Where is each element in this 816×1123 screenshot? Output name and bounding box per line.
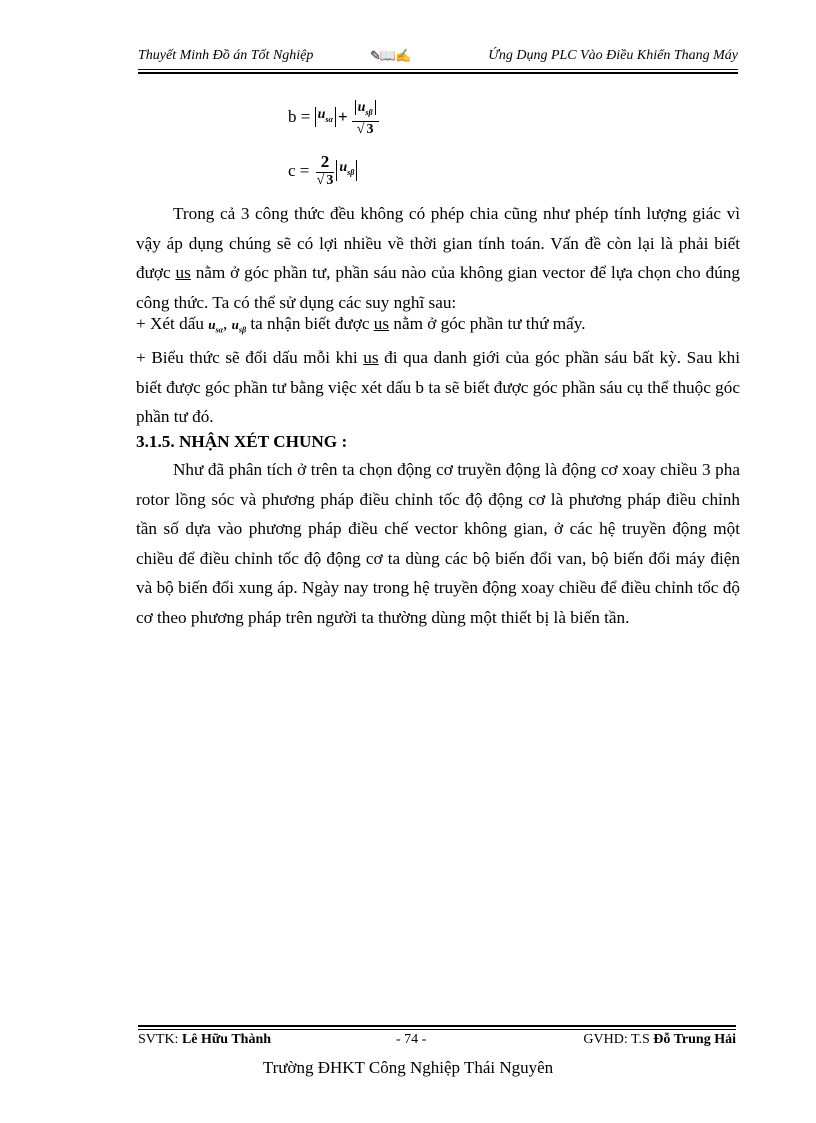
- paragraph-2: Như đã phân tích ở trên ta chọn động cơ truyền động là động cơ xoay chiều 3 pha rotor lồng sóc và phương pháp điều chỉnh tốc độ động cơ là phương pháp điều chỉnh tần số dựa vào phương pháp điều chế vector không gian, ở các hệ truyền động một chiều để điều chỉnh tốc độ động cơ ta dùng các bộ biến đổi van, bộ biến đổi máy điện và bộ biến đổi xung áp. Ngày nay trong hệ truyền động xoay chiều để điều chỉnh tốc độ cơ theo phương pháp trên người ta thường dùng một thiết bị là biến tần.: [136, 460, 740, 627]
- fraction-usb-sqrt3: $\frac{u_{s\beta}}{√ 3}$: [352, 96, 379, 138]
- formula-c: [288, 152, 357, 189]
- book-icon: ✎📖✍: [370, 48, 411, 63]
- footer-rule-top: [138, 1025, 736, 1027]
- school-name: Trường ĐHKT Công Nghiệp Thái Nguyên: [262, 1058, 554, 1077]
- plus-sign: +: [337, 106, 348, 126]
- fraction-2-sqrt3: $\frac{2}{√ 3}$: [316, 152, 334, 188]
- formula-c-lhs: c =: [288, 160, 310, 180]
- u-sbeta-symbol: $u_{s\beta}$: [231, 317, 247, 335]
- section-heading: 3.1.5. NHẬN XÉT CHUNG :: [136, 432, 348, 451]
- u-salpha-symbol: $u_{s\alpha}$: [208, 317, 223, 335]
- abs-u-salpha: $u_{s\alpha}$: [315, 107, 336, 128]
- abs-u-sbeta: $u_{s\beta}$: [336, 160, 357, 181]
- formula-b-lhs: b =: [288, 106, 311, 126]
- header-rule-bottom: [138, 72, 738, 74]
- us-symbol: us: [175, 263, 191, 282]
- page-header: [138, 48, 738, 68]
- bullet-2: + Biểu thức sẽ đổi dấu mỗi khi us đi qua danh giới của góc phần sáu bất kỳ. Sau khi biết được góc phần tư bằng việc xét dấu b ta sẽ biết được góc phần sáu cụ thể thuộc góc phần tư đó.: [136, 348, 741, 426]
- paragraph-1: Trong cả 3 công thức đều không có phép chia cũng như phép tính lượng giác vì vậy áp dụng chúng sẽ có lợi nhiều về thời gian tính toán. Vấn đề còn lại là phải biết được us nằm ở góc phần tư, phần sáu nào của không gian vector để lựa chọn cho đúng công thức. Ta có thể sử dụng các suy nghĩ sau:: [136, 204, 740, 312]
- footer-rule-bottom: [138, 1029, 736, 1030]
- page-footer: [138, 1032, 736, 1052]
- formula-b: [288, 96, 381, 138]
- bullet-1: + Xét dấu $u_{s\alpha}$, $u_{s\beta}$ ta nhận biết được us nằm ở góc phần tư thứ mấy.: [136, 314, 586, 335]
- header-right-title: Ứng Dụng PLC Vào Điều Khiển Thang Máy: [488, 48, 738, 63]
- header-left-title: Thuyết Minh Đồ án Tốt Nghiệp: [138, 48, 314, 63]
- footer-advisor: GVHD: T.S Đỗ Trung Hải: [583, 1032, 736, 1047]
- page-number: - 74 -: [396, 1032, 427, 1047]
- sqrt-symbol: √: [356, 121, 365, 137]
- header-rule-top: [138, 69, 738, 70]
- footer-student: SVTK: Lê Hữu Thành: [138, 1032, 272, 1047]
